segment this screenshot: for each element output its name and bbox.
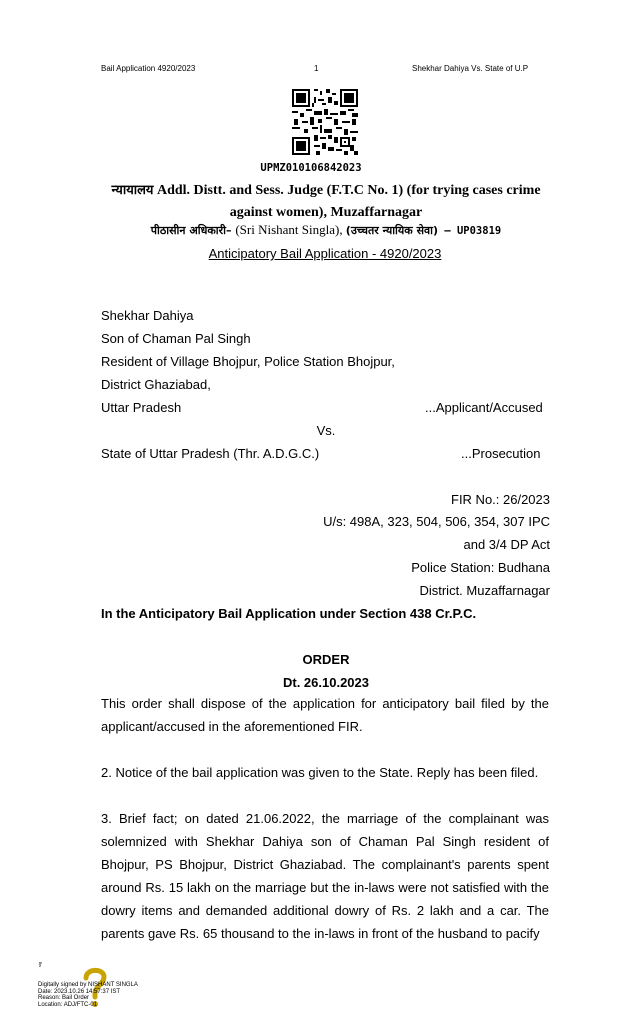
signature-block xyxy=(38,982,138,1008)
versus: Vs. xyxy=(316,423,336,438)
respondent-role: ...Prosecution xyxy=(461,446,541,461)
order-paragraph-2: 2. Notice of the bail application was given to the State. Reply has been filed. xyxy=(101,765,539,780)
signature-line-1: Digitally signed by NISHANT SINGLA xyxy=(38,982,138,988)
applicant-state: Uttar Pradesh xyxy=(101,400,182,415)
qr-code-text: UPMZ010106842023 xyxy=(260,162,362,174)
fir-police-station: Police Station: Budhana xyxy=(411,560,550,575)
court-line1: Addl. Distt. and Sess. Judge (F.T.C No. 1) (for trying cases crime xyxy=(153,183,541,198)
respondent-name: State of Uttar Pradesh (Thr. A.D.G.C.) xyxy=(101,446,320,461)
applicant-residence: Resident of Village Bhojpur, Police Station Bhojpur, xyxy=(101,354,395,369)
fir-number: FIR No.: 26/2023 xyxy=(451,492,550,507)
signature-line-4: Location: ADJ/FTC-01 xyxy=(38,1001,98,1008)
applicant-name: Shekhar Dahiya xyxy=(101,308,194,323)
signature-small-mark: sig xyxy=(37,962,42,968)
qr-code-image xyxy=(292,89,358,155)
order-date: Dt. 26.10.2023 xyxy=(282,675,369,690)
order-heading: ORDER xyxy=(302,652,350,667)
header-case-title: Shekhar Dahiya Vs. State of U.P xyxy=(412,64,529,73)
applicant-district: District Ghaziabad, xyxy=(101,377,211,392)
header-case-ref: Bail Application 4920/2023 xyxy=(101,64,196,73)
presiding-dash: – xyxy=(226,224,236,237)
application-title: Anticipatory Bail Application - 4920/2023 xyxy=(208,246,442,261)
applicant-role: ...Applicant/Accused xyxy=(425,400,543,415)
presiding-officer xyxy=(0,222,622,238)
applicant-father: Son of Chaman Pal Singh xyxy=(101,331,251,346)
section-heading: In the Anticipatory Bail Application under Section 438 Cr.P.C. xyxy=(101,606,477,621)
order-paragraph-1: This order shall dispose of the application for anticipatory bail filed by the applicant/accused in the aforementioned FIR. xyxy=(101,696,549,734)
court-line2: against women), Muzaffarnagar xyxy=(229,205,423,220)
presiding-label: पीठासीन अधिकारी xyxy=(150,224,226,237)
court-name xyxy=(96,180,556,224)
fir-sections: U/s: 498A, 323, 504, 506, 354, 307 IPC xyxy=(323,514,550,529)
presiding-service: (उच्चतर न्यायिक सेवा) xyxy=(345,224,438,237)
presiding-name: (Sri Nishant Singla), xyxy=(235,222,343,237)
signature-line-3: Reason: Bail Order xyxy=(38,995,90,1001)
fir-act: and 3/4 DP Act xyxy=(463,537,550,552)
signature-line-2: Date: 2023.10.26 14:57:37 IST xyxy=(38,988,121,995)
presiding-code: – UP03819 xyxy=(438,225,502,237)
order-paragraph-3: 3. Brief fact; on dated 21.06.2022, the marriage of the complainant was solemnized with Shekhar Dahiya son of Chaman Pal Singh resident of Bhojpur, PS Bhojpur, District Ghaziabad. The complainant's parents spent around Rs. 15 lakh on the marriage but the in-laws were not satisfied with the dowry items and demanded additional dowry of Rs. 2 lakh and a car. The parents gave Rs. 65 thousand to the in-laws in front of the husband to pacify xyxy=(101,811,549,941)
header-page-number: 1 xyxy=(314,64,319,73)
fir-district: District. Muzaffarnagar xyxy=(419,583,550,598)
court-hindi-word: न्यायालय xyxy=(111,183,154,198)
